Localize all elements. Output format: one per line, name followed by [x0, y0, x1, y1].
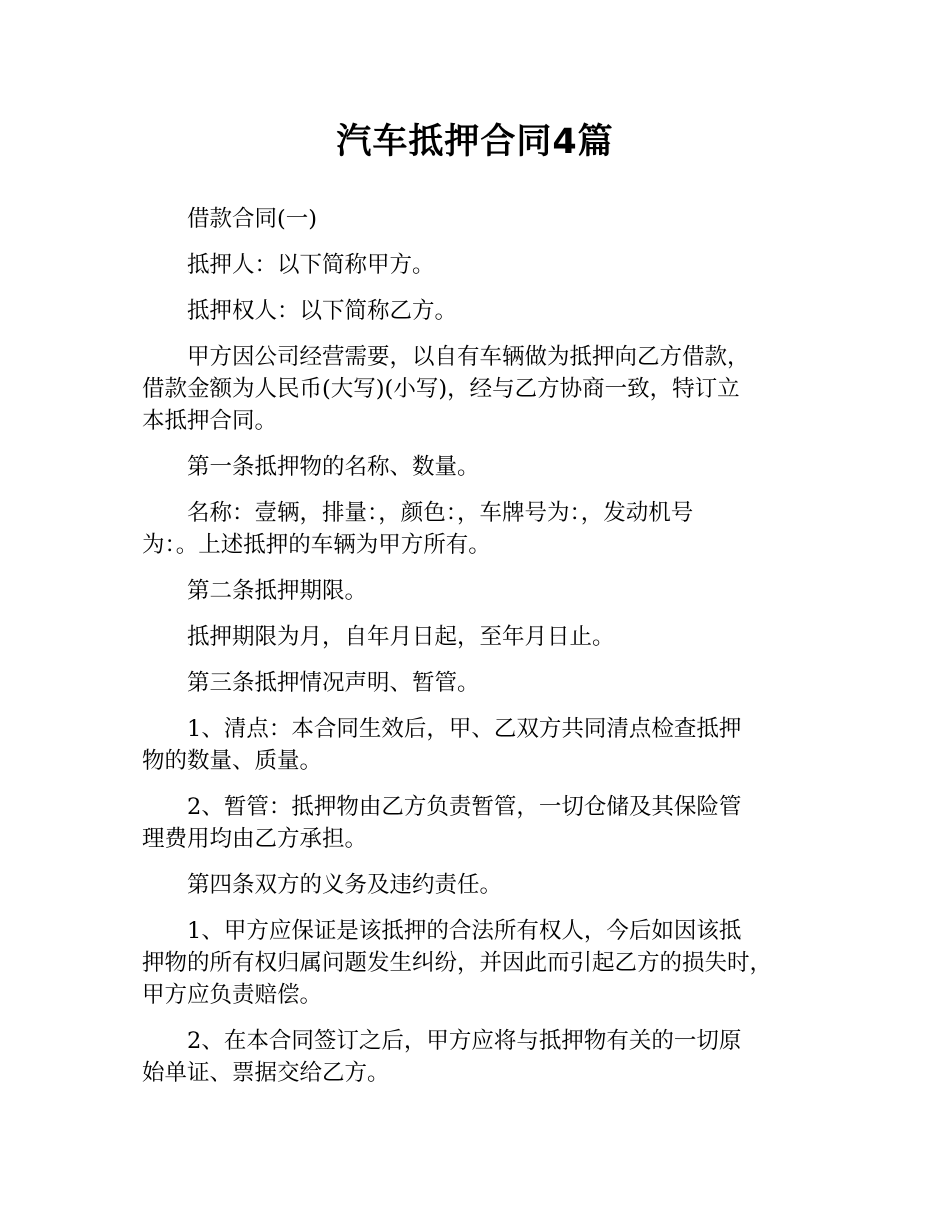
paragraph-contract-heading: 借款合同(一)	[187, 206, 318, 232]
paragraph-mortgagor: 抵押人：以下简称甲方。	[187, 252, 435, 278]
paragraph-article-3-item-1: 1、清点：本合同生效后，甲、乙双方共同清点检查抵押 物的数量、质量。	[142, 716, 742, 774]
paragraph-article-2-heading: 第二条抵押期限。	[187, 578, 368, 604]
paragraph-article-2-body: 抵押期限为月，自年月日起，至年月日止。	[187, 624, 615, 650]
paragraph-purpose: 甲方因公司经营需要，以自有车辆做为抵押向乙方借款， 借款金额为人民币(大写)(小写)，经与乙方协商一致，特订立 本抵押合同。	[142, 344, 750, 434]
paragraph-article-4-item-1: 1、甲方应保证是该抵押的合法所有权人，今后如因该抵 押物的所有权归属问题发生纠纷，并因此而引起乙方的损失时， 甲方应负责赔偿。	[142, 918, 773, 1008]
paragraph-article-4-item-2: 2、在本合同签订之后，甲方应将与抵押物有关的一切原 始单证、票据交给乙方。	[142, 1028, 742, 1086]
paragraph-mortgagee: 抵押权人：以下简称乙方。	[187, 298, 458, 324]
document-title: 汽车抵押合同4篇	[336, 122, 614, 162]
paragraph-article-3-item-2: 2、暂管：抵押物由乙方负责暂管，一切仓储及其保险管 理费用均由乙方承担。	[142, 794, 742, 852]
paragraph-article-3-heading: 第三条抵押情况声明、暂管。	[187, 670, 480, 696]
document-body	[142, 203, 832, 1103]
paragraph-article-4-heading: 第四条双方的义务及违约责任。	[187, 872, 503, 898]
paragraph-article-1-body: 名称：壹辆，排量：，颜色：，车牌号为：，发动机号 为：。上述抵押的车辆为甲方所有。	[142, 500, 694, 558]
paragraph-article-1-heading: 第一条抵押物的名称、数量。	[187, 454, 480, 480]
